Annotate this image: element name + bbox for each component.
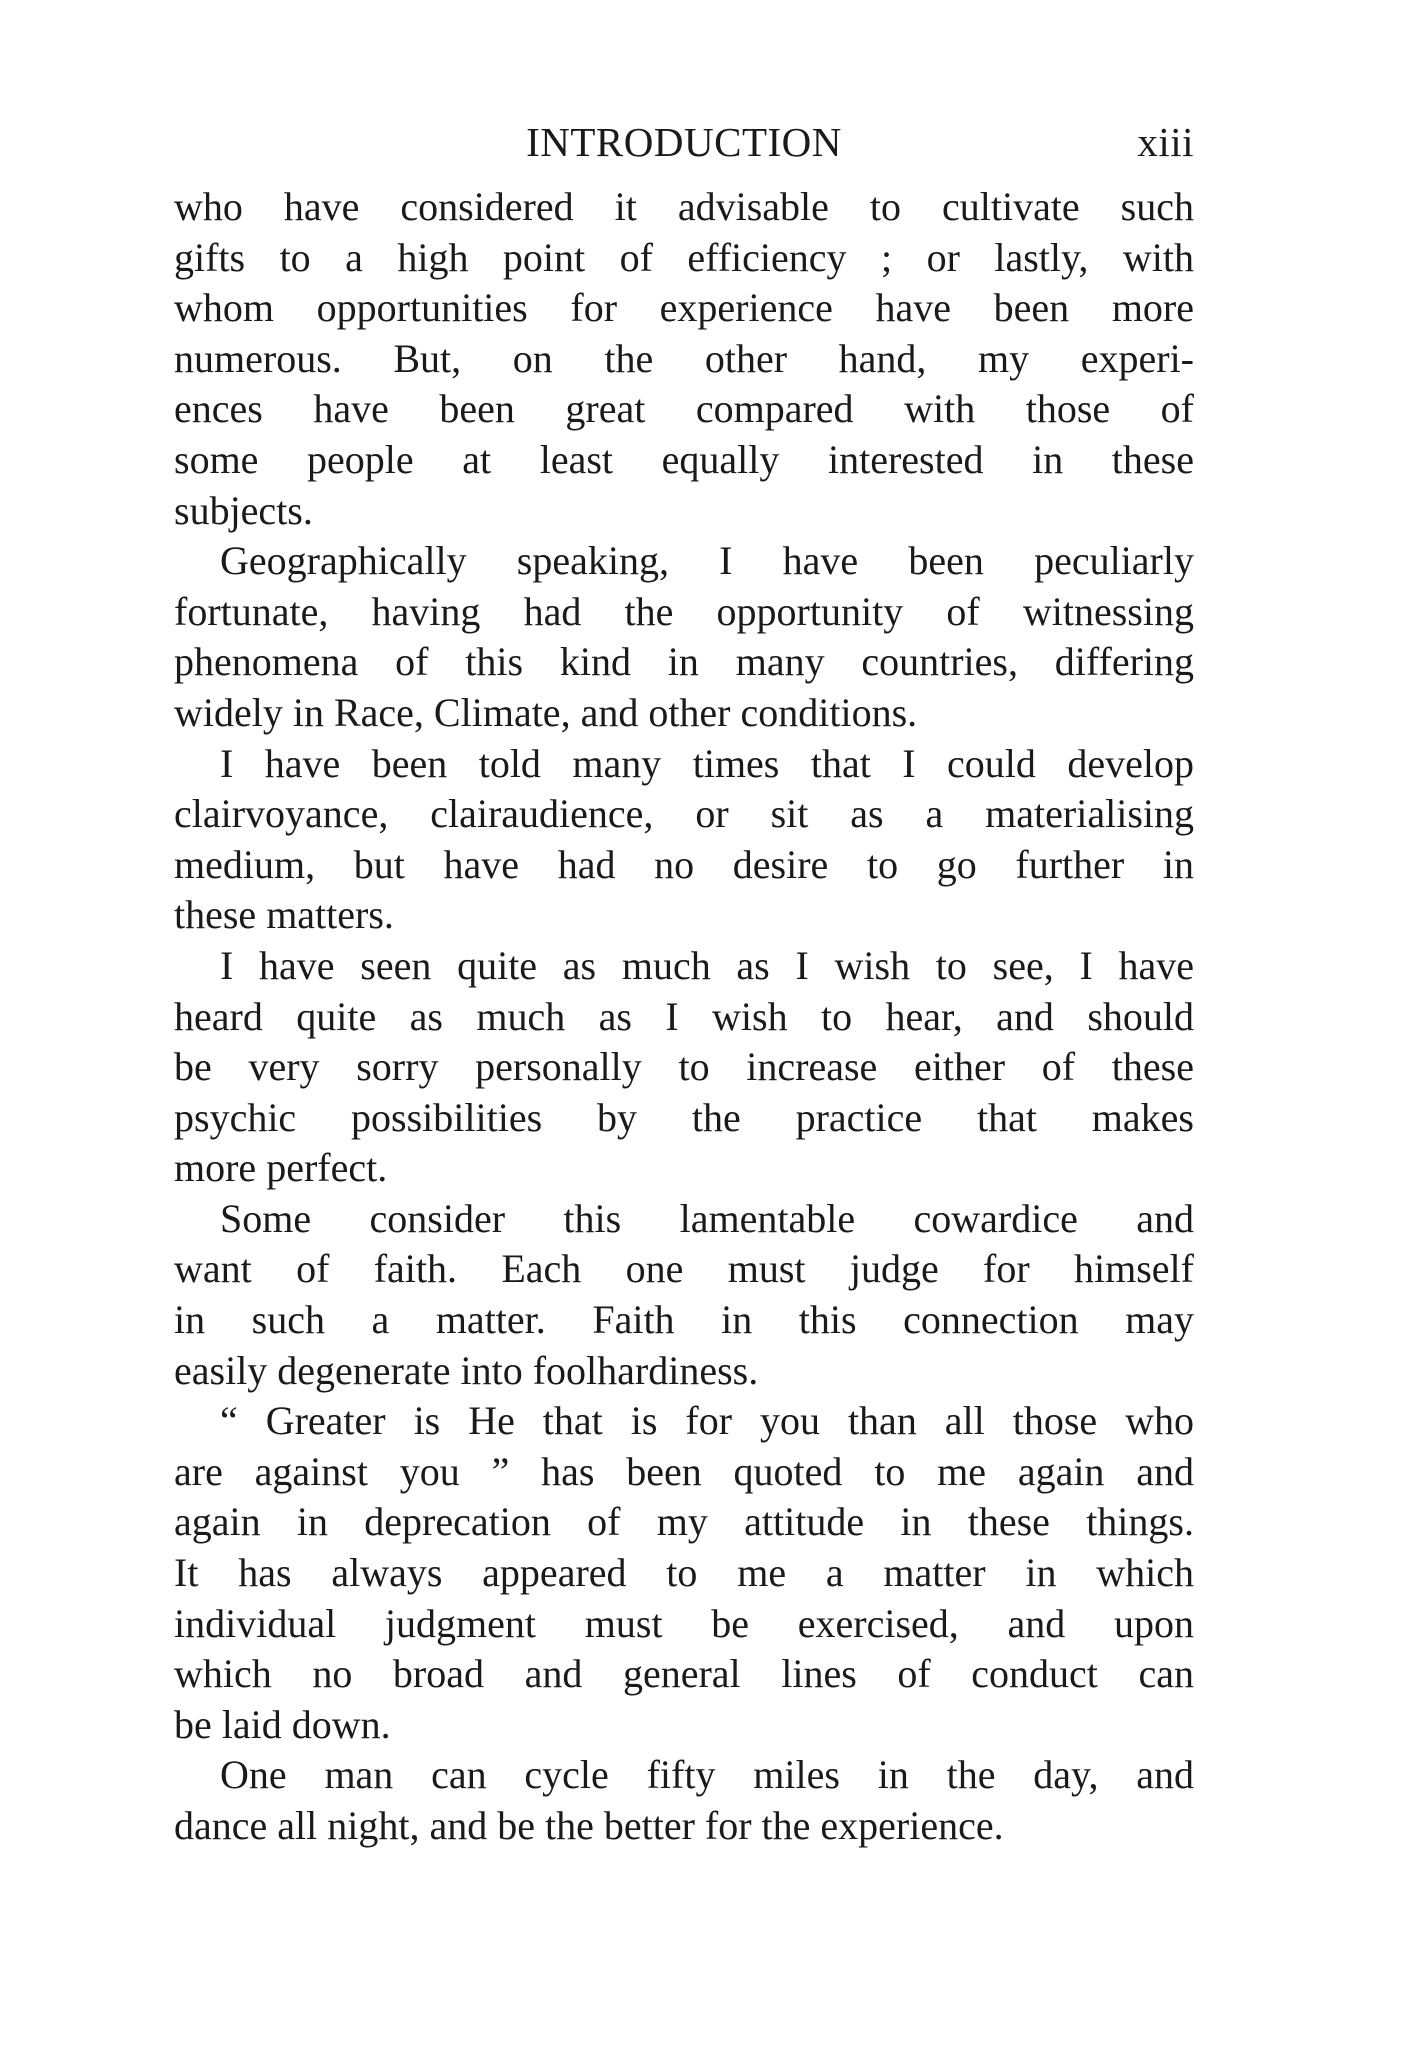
text-line: want of faith. Each one must judge for himself <box>174 1246 1194 1292</box>
text-line: widely in Race, Climate, and other conditions. <box>174 689 918 735</box>
text-line: dance all night, and be the better for the experience. <box>174 1803 1004 1848</box>
page-number: xiii <box>1137 119 1194 165</box>
text-line: individual judgment must be exercised, and upon <box>174 1600 1194 1646</box>
text-line: ences have been great compared with those of <box>174 386 1194 432</box>
text-line: be very sorry personally to increase either of these <box>174 1044 1194 1090</box>
running-head <box>174 118 1194 178</box>
paragraph <box>174 739 1194 941</box>
text-line: It has always appeared to me a matter in which <box>174 1550 1194 1596</box>
text-line: I have been told many times that I could develop <box>220 740 1194 786</box>
text-line: these matters. <box>174 892 394 938</box>
text-line: phenomena of this kind in many countries, differing <box>174 639 1194 685</box>
body-text <box>174 182 1194 1852</box>
text-line: numerous. But, on the other hand, my experi- <box>174 335 1194 381</box>
text-line: I have seen quite as much as I wish to see, I have <box>220 942 1194 988</box>
text-line: medium, but have had no desire to go further in <box>174 841 1194 887</box>
text-line: more perfect. <box>174 1145 388 1191</box>
paragraph <box>174 941 1194 1194</box>
text-line: easily degenerate into foolhardiness. <box>174 1347 759 1393</box>
text-line: psychic possibilities by the practice that makes <box>174 1094 1194 1140</box>
paragraph <box>174 1194 1194 1396</box>
running-title: INTRODUCTION <box>526 119 842 165</box>
book-page <box>174 118 1194 1852</box>
text-line: Some consider this lamentable cowardice and <box>220 1195 1194 1241</box>
paragraph <box>174 182 1194 536</box>
text-line: “ Greater is He that is for you than all those who <box>220 1398 1194 1444</box>
paragraph <box>174 1396 1194 1750</box>
text-line: One man can cycle fifty miles in the day, and <box>220 1752 1194 1798</box>
text-line: which no broad and general lines of conduct can <box>174 1651 1194 1697</box>
text-line: fortunate, having had the opportunity of witnessing <box>174 588 1194 634</box>
paragraph <box>174 536 1194 738</box>
text-line: in such a matter. Faith in this connection may <box>174 1297 1194 1343</box>
text-line: clairvoyance, clairaudience, or sit as a materialising <box>174 791 1194 837</box>
text-line: again in deprecation of my attitude in these things. <box>174 1499 1194 1545</box>
text-line: some people at least equally interested in these <box>174 436 1194 482</box>
text-line: heard quite as much as I wish to hear, and should <box>174 993 1194 1039</box>
paragraph <box>174 1750 1194 1851</box>
text-line: be laid down. <box>174 1701 391 1747</box>
text-line: subjects. <box>174 487 313 533</box>
text-line: who have considered it advisable to cultivate such <box>174 184 1194 229</box>
text-line: are against you ” has been quoted to me again and <box>174 1448 1194 1494</box>
text-line: whom opportunities for experience have been more <box>174 285 1194 331</box>
text-line: gifts to a high point of efficiency ; or lastly, with <box>174 234 1194 280</box>
text-line: Geographically speaking, I have been peculiarly <box>220 538 1194 584</box>
